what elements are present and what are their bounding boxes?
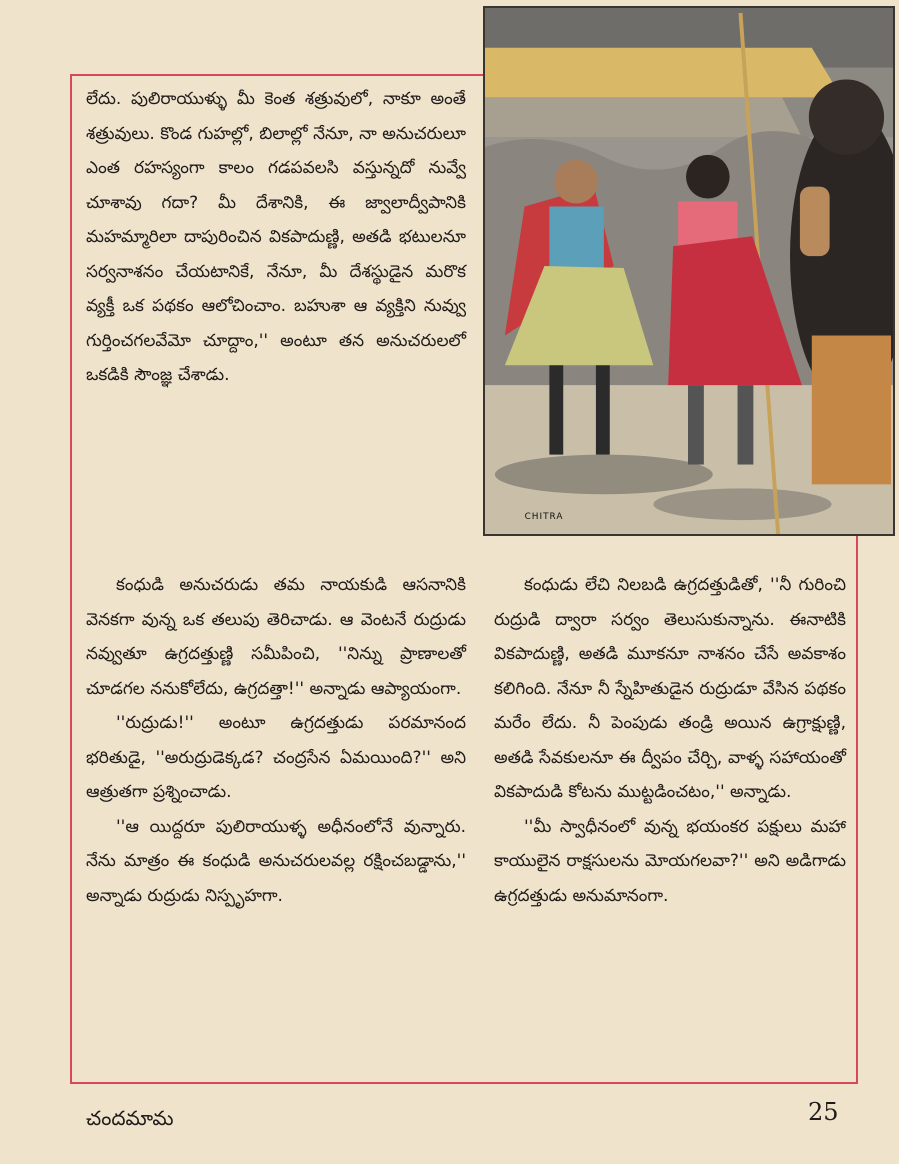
- paragraph: కంధుడు లేచి నిలబడి ఉగ్రదత్తుడితో, ''నీ గురించి రుద్రుడి ద్వారా సర్వం తెలుసుకున్నాను. ఈనాటికి వికపాదుణ్ణి, అతడి మూకనూ నాశనం చేసే అవకాశం కలిగింది. నేనూ నీ స్నేహితుడైన రుద్రుడూ వేసిన పథకం మరేం లేదు. నీ పెంపుడు తండ్రి అయిన ఉగ్రాక్షుణ్ణి, అతడి సేవకులనూ ఈ ద్వీపం చేర్చి, వాళ్ళ సహాయంతో వికపాదుడి కోటను ముట్టడించటం,'' అన్నాడు.: [494, 575, 846, 802]
- paragraph: కంధుడి అనుచరుడు తమ నాయకుడి ఆసనానికి వెనకగా వున్న ఒక తలుపు తెరిచాడు. ఆ వెంటనే రుద్రుడు నవ్వుతూ ఉగ్రదత్తుణ్ణి సమీపించి, ''నిన్ను ప్రాణాలతో చూడగల ననుకోలేదు, ఉగ్రదత్తా!'' అన్నాడు ఆప్యాయంగా.: [86, 575, 466, 699]
- paragraph: ''ఆ యిద్దరూ పులిరాయుళ్ళ అధీనంలోనే వున్నారు. నేను మాత్రం ఈ కంధుడి అనుచరులవల్ల రక్షించబడ్డాను,'' అన్నాడు రుద్రుడు నిస్పృహగా.: [86, 816, 466, 906]
- magazine-name: చందమామ: [86, 1106, 174, 1130]
- left-text-column: [86, 568, 466, 913]
- page-number: 25: [808, 1098, 839, 1126]
- story-illustration: [483, 6, 895, 536]
- right-text-column: [494, 568, 846, 913]
- paragraph: ''రుద్రుడు!'' అంటూ ఉగ్రదత్తుడు పరమానంద భరితుడై, ''అరుద్రుడెక్కడ? చంద్రసేన ఏమయింది?'' అని ఆత్రుతగా ప్రశ్నించాడు.: [86, 713, 466, 802]
- illustration-art: [485, 8, 893, 534]
- paragraph: లేదు. పులిరాయుళ్ళు మీ కెంత శత్రువులో, నాకూ అంతే శత్రువులు. కొండ గుహల్లో, బిలాల్లో నేనూ, నా అనుచరులూ ఎంత రహస్యంగా కాలం గడపవలసి వస్తున్నదో నువ్వే చూశావు గదా? మీ దేశానికి, ఈ జ్వాలాద్వీపానికి మహమ్మారిలా దాపురించిన వికపాదుణ్ణి, అతడి భటులనూ సర్వనాశనం చేయటానికే, నేనూ, మీ దేశస్థుడైన మరొక వ్యక్తీ ఒక పథకం ఆలోచించాం. బహుశా ఆ వ్యక్తిని నువ్వు గుర్తించగలవేమో చూద్దాం,'' అంటూ తన అనుచరులలో ఒకడికి సౌంజ్ఞ చేశాడు.: [86, 89, 466, 385]
- paragraph: ''మీ స్వాధీనంలో వున్న భయంకర పక్షులు మహా కాయులైన రాక్షసులను మోయగలవా?'' అని అడిగాడు ఉగ్రదత్తుడు అనుమానంగా.: [494, 816, 846, 906]
- top-text-column: [86, 82, 466, 393]
- artist-signature: CHITRA: [524, 512, 564, 523]
